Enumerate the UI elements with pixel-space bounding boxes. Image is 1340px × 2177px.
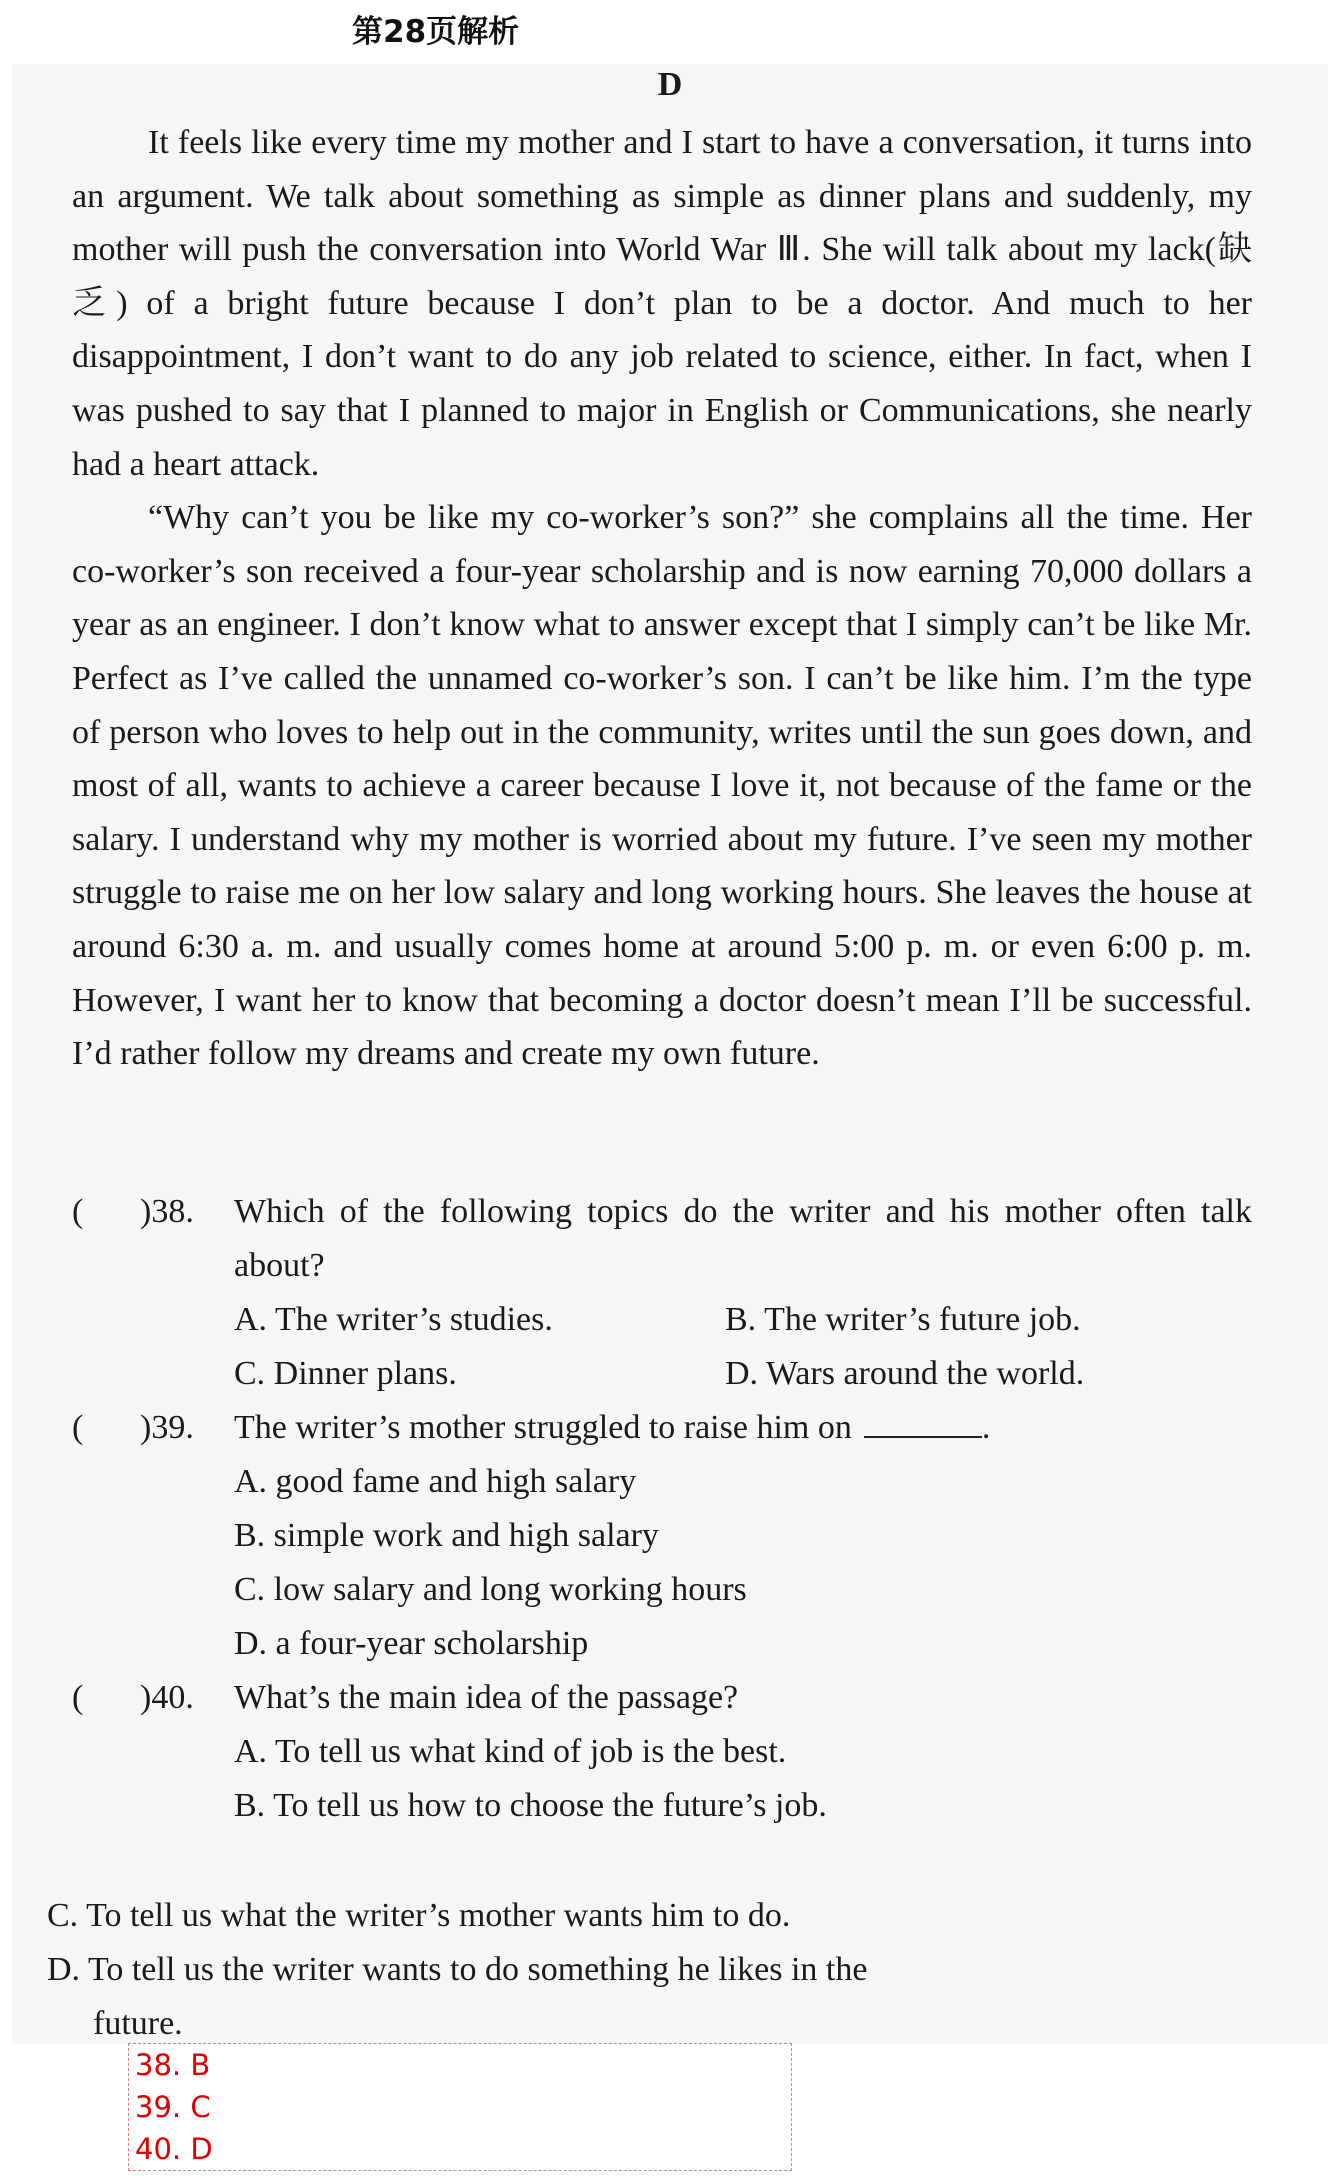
answer-blank — [864, 1406, 982, 1438]
passage-paragraph: It feels like every time my mother and I start to have a conversation, it turns into an argument. We talk about something as simple as dinner plans and suddenly, my mother will push the conversation into World War Ⅲ. She will talk about my lack(缺乏) of a bright future because I don’t plan to be a doctor. And much to her disappointment, I don’t want to do any job related to science, either. In fact, when I was pushed to say that I planned to major in English or Communications, she nearly had a heart attack. — [72, 124, 1252, 483]
answer-paren: ( — [72, 1679, 84, 1716]
question-stem-wrapper — [234, 1401, 1252, 1455]
option-d: D. To tell us the writer wants to do something he likes in the — [47, 1951, 868, 1988]
option-d: D. a four-year scholarship — [234, 1625, 589, 1662]
answer-40: 40. D — [135, 2132, 213, 2166]
section-letter: D — [657, 66, 683, 103]
answer-38: 38. B — [135, 2048, 211, 2082]
answer-paren: ( — [72, 1193, 84, 1230]
question-number: )39. — [140, 1409, 194, 1446]
option-d: D. Wars around the world. — [725, 1355, 1085, 1392]
option-c: C. Dinner plans. — [234, 1355, 457, 1392]
answer-box — [128, 2043, 792, 2171]
question-stem: Which of the following topics do the writer and his mother often talk about? — [234, 1193, 1252, 1284]
option-d-continued: future. — [93, 2005, 183, 2042]
question-number: )38. — [140, 1193, 194, 1230]
question-stem: What’s the main idea of the passage? — [234, 1679, 739, 1716]
page-title: 第28页解析 — [352, 14, 520, 50]
answer-39: 39. C — [135, 2090, 211, 2124]
option-a: A. To tell us what kind of job is the best. — [234, 1733, 787, 1770]
passage-paragraph: “Why can’t you be like my co-worker’s son?” she complains all the time. Her co-worker’s son received a four-year scholarship and is now earning 70,000 dollars a year as an engineer. I don’t know what to answer except that I simply can’t be like Mr. Perfect as I’ve called the unnamed co-worker’s son. I can’t be like him. I’m the type of person who loves to help out in the community, writes until the sun goes down, and most of all, wants to achieve a career because I love it, not because of the fame or the salary. I understand why my mother is worried about my future. I’ve seen my mother struggle to raise me on her low salary and long working hours. She leaves the house at around 6:30 a. m. and usually comes home at around 5:00 p. m. or even 6:00 p. m. However, I want her to know that becoming a doctor doesn’t mean I’ll be successful. I’d rather follow my dreams and create my own future. — [72, 499, 1252, 1073]
answer-paren: ( — [72, 1409, 84, 1446]
option-c: C. low salary and long working hours — [234, 1571, 747, 1608]
option-b: B. To tell us how to choose the future’s job. — [234, 1787, 827, 1824]
option-a: A. good fame and high salary — [234, 1463, 637, 1500]
question-number: )40. — [140, 1679, 194, 1716]
option-c: C. To tell us what the writer’s mother wants him to do. — [47, 1897, 791, 1934]
question-stem: The writer’s mother struggled to raise him on — [234, 1409, 852, 1446]
option-a: A. The writer’s studies. — [234, 1301, 553, 1338]
option-b: B. The writer’s future job. — [725, 1301, 1081, 1338]
reading-passage — [72, 116, 1252, 1081]
stem-period: . — [981, 1409, 991, 1446]
option-b: B. simple work and high salary — [234, 1517, 659, 1554]
